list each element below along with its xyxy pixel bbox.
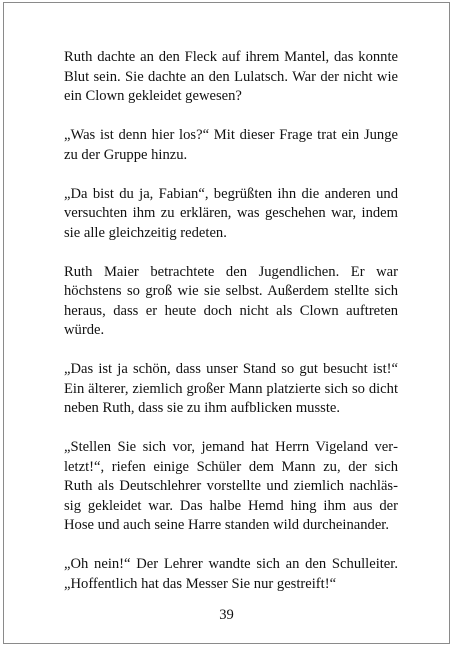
- paragraph-3: „Da bist du ja, Fabian“, begrüßten ihn die anderen und versuchten ihm zu erklären, was geschehen war, indem sie alle gleichzeitig redeten.: [64, 185, 398, 241]
- paragraph-6: „Stellen Sie sich vor, jemand hat Herrn Vigeland verletzt!“, riefen einige Schüler dem Mann zu, der sich Ruth als Deutschlehrer vorstellte und ziemlich nachlässig gekleidet war. Das halbe Hemd hing ihm aus der Hose und auch seine Harre standen wild durcheinander.: [64, 439, 398, 533]
- body-text: [64, 48, 398, 614]
- book-page: [3, 2, 450, 644]
- paragraph-4: Ruth Maier betrachtete den Jugendlichen. Er war höchstens so groß wie sie selbst. Außerdem stellte sich heraus, dass er heute doch nicht als Clown auftreten würde.: [64, 263, 398, 338]
- paragraph-2: „Was ist denn hier los?“ Mit dieser Frage trat ein Junge zu der Gruppe hinzu.: [64, 127, 398, 163]
- paragraph-1: Ruth dachte an den Fleck auf ihrem Mantel, das konnte Blut sein. Sie dachte an den Lulatsch. War der nicht wie ein Clown gekleidet gewesen?: [64, 49, 398, 104]
- paragraph-7: „Oh nein!“ Der Lehrer wandte sich an den Schulleiter. „Hoffentlich hat das Messer Sie nur gestreift!“: [64, 556, 398, 592]
- paragraph-5: „Das ist ja schön, dass unser Stand so gut besucht ist!“ Ein älterer, ziemlich großer Mann platzierte sich so dicht neben Ruth, dass sie zu ihm aufblicken musste.: [64, 361, 398, 416]
- page-number: 39: [219, 607, 234, 623]
